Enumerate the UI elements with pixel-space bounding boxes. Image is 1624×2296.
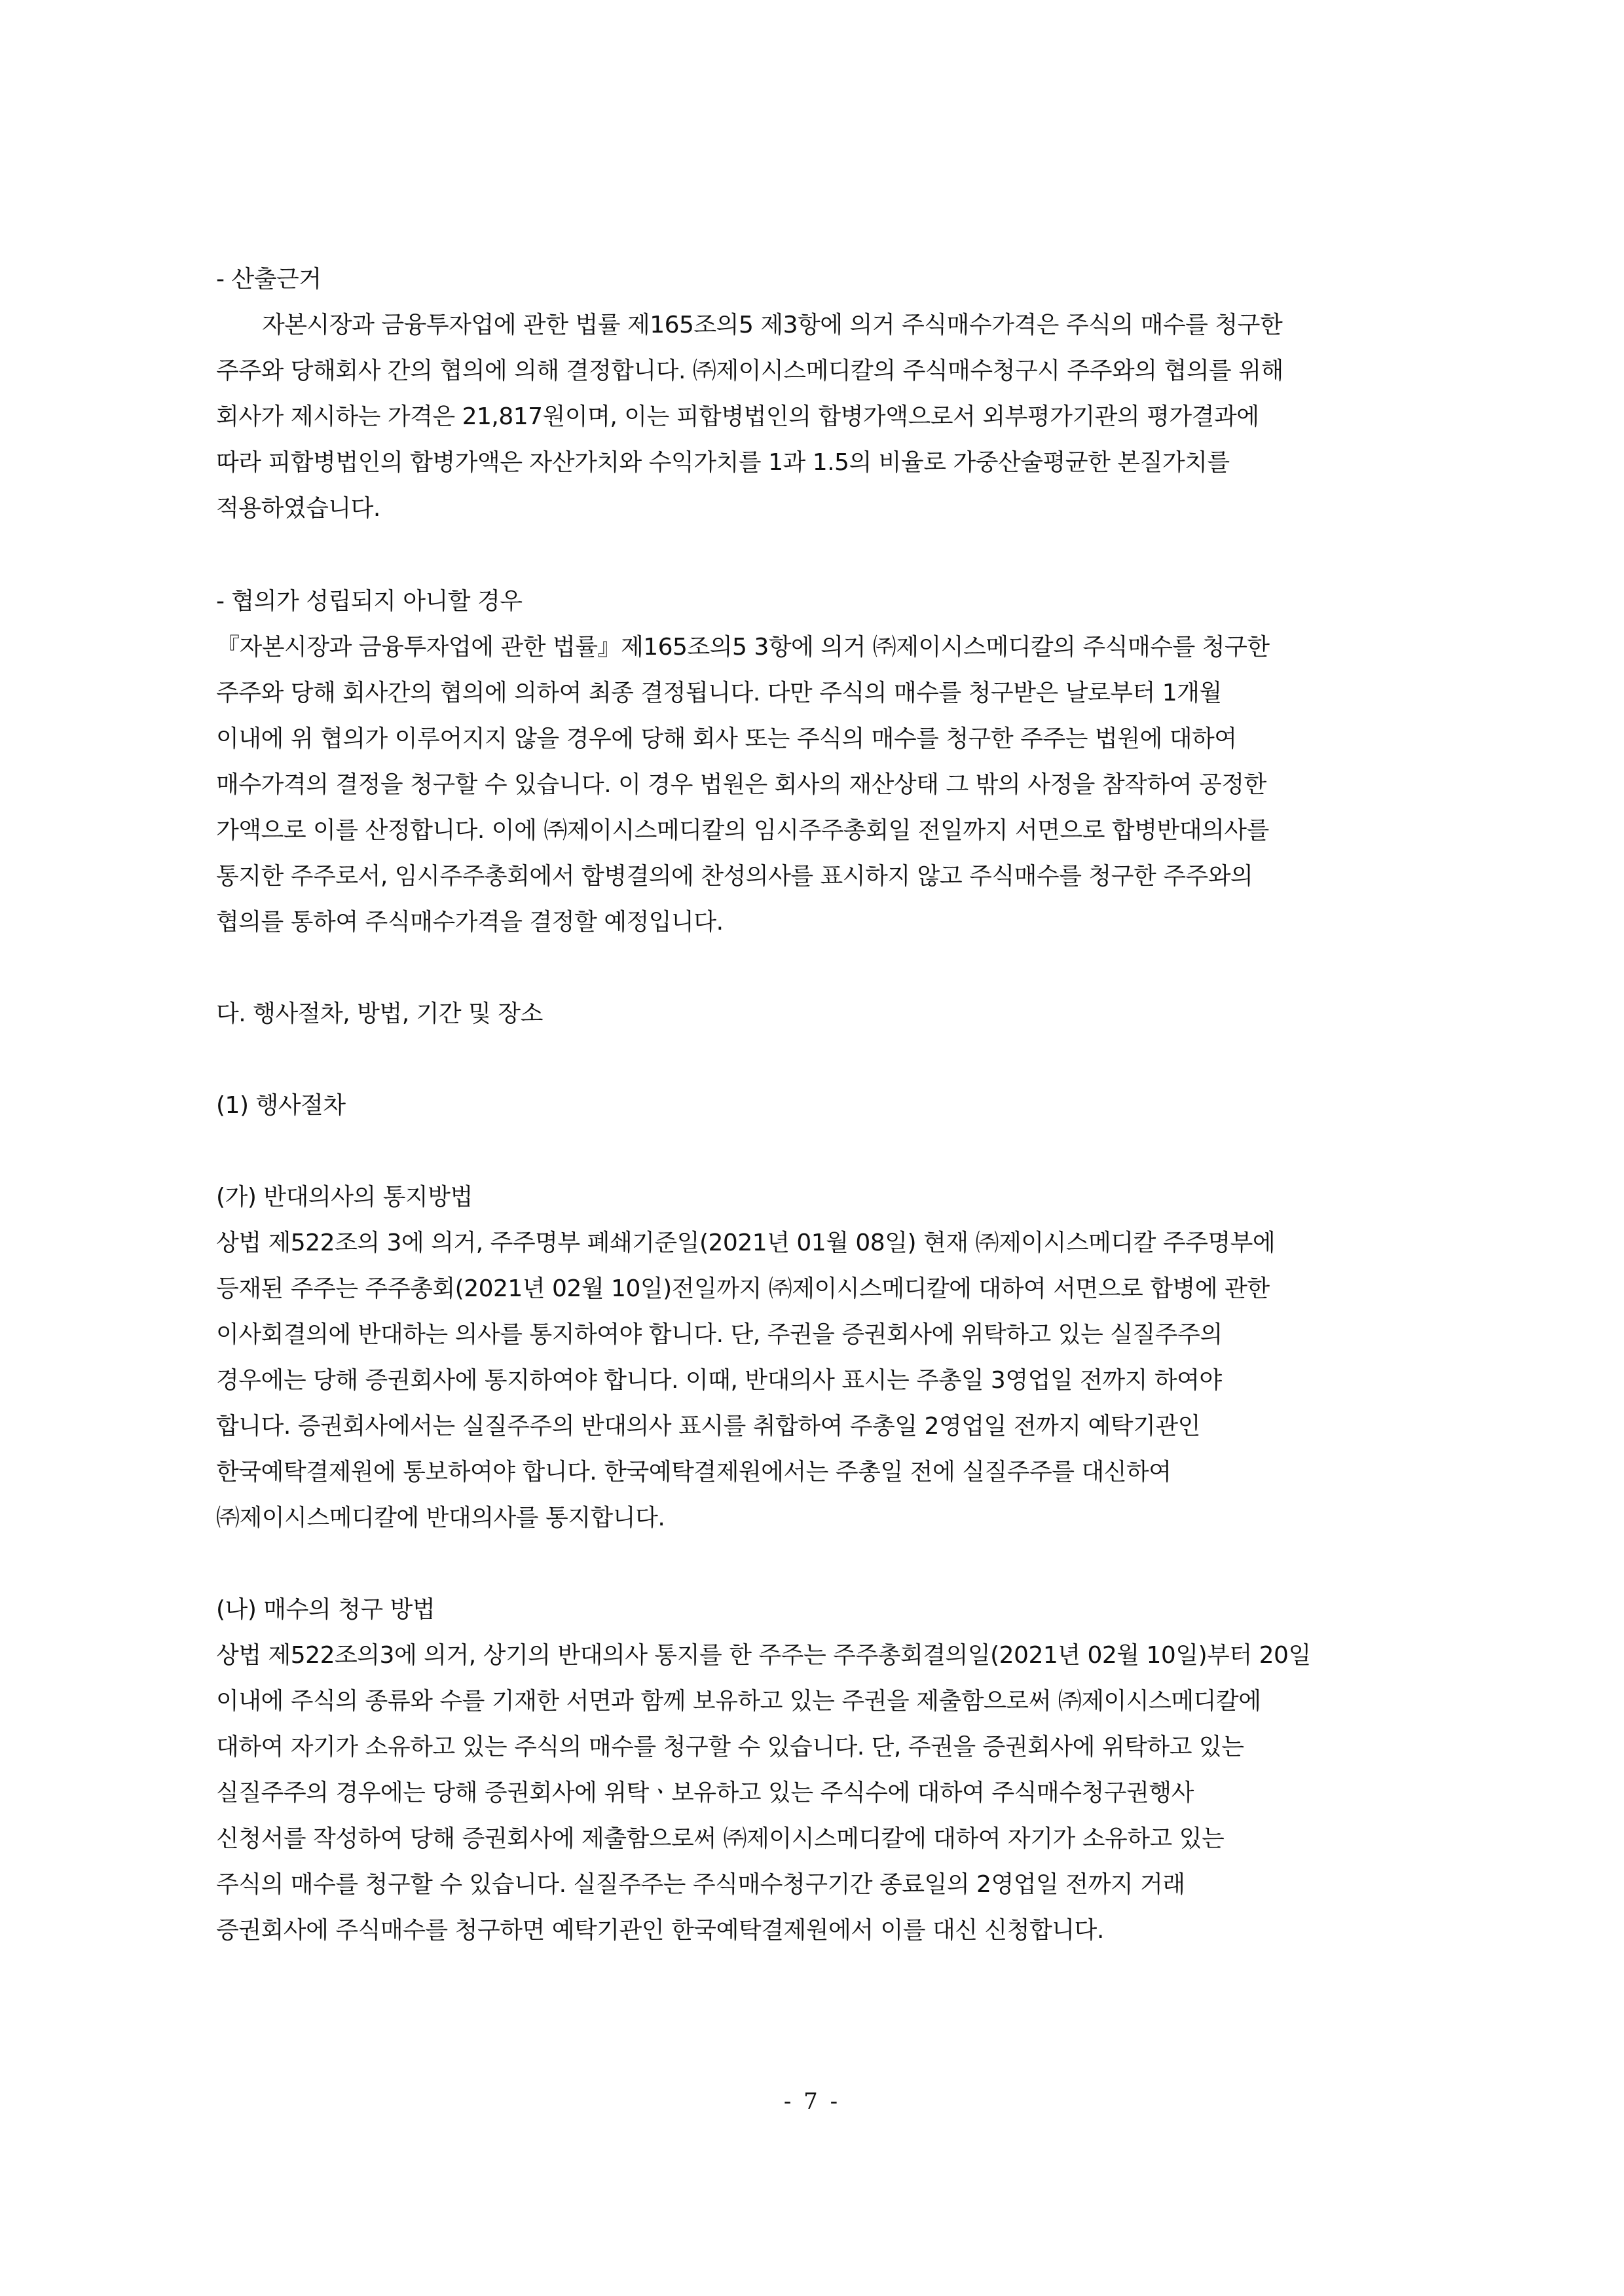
paragraph-line: 주주와 당해회사 간의 협의에 의해 결정합니다. ㈜제이시스메디칼의 주식매수청구시 주주와의 협의를 위해 bbox=[216, 357, 1283, 384]
section-heading: (나) 매수의 청구 방법 bbox=[216, 1596, 435, 1623]
paragraph-line: 매수가격의 결정을 청구할 수 있습니다. 이 경우 법원은 회사의 재산상태 그 밖의 사정을 참작하여 공정한 bbox=[216, 771, 1266, 798]
paragraph-line: ㈜제이시스메디칼에 반대의사를 통지합니다. bbox=[216, 1504, 665, 1531]
paragraph-line: 증권회사에 주식매수를 청구하면 예탁기관인 한국예탁결제원에서 이를 대신 신청합니다. bbox=[216, 1917, 1104, 1944]
section-calculation-basis bbox=[216, 257, 1414, 532]
paragraph-line: 『자본시장과 금융투자업에 관한 법률』제165조의5 3항에 의거 ㈜제이시스메디칼의 주식매수를 청구한 bbox=[216, 634, 1270, 661]
paragraph-line: 적용하였습니다. bbox=[216, 495, 380, 522]
section-heading: 다. 행사절차, 방법, 기간 및 장소 bbox=[216, 1000, 543, 1027]
spacer bbox=[216, 1541, 1414, 1587]
paragraph-line: 자본시장과 금융투자업에 관한 법률 제165조의5 제3항에 의거 주식매수가격은 주식의 매수를 청구한 bbox=[262, 312, 1283, 338]
paragraph-line: 통지한 주주로서, 임시주주총회에서 합병결의에 찬성의사를 표시하지 않고 주식매수를 청구한 주주와의 bbox=[216, 863, 1253, 890]
paragraph-line: 회사가 제시하는 가격은 21,817원이며, 이는 피합병법인의 합병가액으로서 외부평가기관의 평가결과에 bbox=[216, 403, 1259, 430]
paragraph-line: 합니다. 증권회사에서는 실질주주의 반대의사 표시를 취합하여 주총일 2영업일 전까지 예탁기관인 bbox=[216, 1413, 1200, 1440]
section-dissent-notice bbox=[216, 1175, 1414, 1541]
section-heading: (1) 행사절차 bbox=[216, 1092, 346, 1119]
paragraph-line: 협의를 통하여 주식매수가격을 결정할 예정입니다. bbox=[216, 909, 724, 936]
paragraph-line: 상법 제522조의 3에 의거, 주주명부 폐쇄기준일(2021년 01월 08일) 현재 ㈜제이시스메디칼 주주명부에 bbox=[216, 1230, 1276, 1256]
paragraph-line: 등재된 주주는 주주총회(2021년 02월 10일)전일까지 ㈜제이시스메디칼에 대하여 서면으로 합병에 관한 bbox=[216, 1275, 1270, 1302]
paragraph-line: 따라 피합병법인의 합병가액은 자산가치와 수익가치를 1과 1.5의 비율로 가중산술평균한 본질가치를 bbox=[216, 449, 1230, 476]
section-no-agreement bbox=[216, 579, 1414, 945]
spacer bbox=[216, 945, 1414, 991]
spacer bbox=[216, 1037, 1414, 1083]
section-heading: (가) 반대의사의 통지방법 bbox=[216, 1184, 473, 1211]
paragraph-line: 이내에 주식의 종류와 수를 기재한 서면과 함께 보유하고 있는 주권을 제출함으로써 ㈜제이시스메디칼에 bbox=[216, 1688, 1261, 1715]
paragraph-line: 주식의 매수를 청구할 수 있습니다. 실질주주는 주식매수청구기간 종료일의 2영업일 전까지 거래 bbox=[216, 1871, 1185, 1898]
paragraph-line: 이사회결의에 반대하는 의사를 통지하여야 합니다. 단, 주권을 증권회사에 위탁하고 있는 실질주주의 bbox=[216, 1321, 1223, 1348]
section-purchase-request bbox=[216, 1587, 1414, 1954]
paragraph-line: 경우에는 당해 증권회사에 통지하여야 합니다. 이때, 반대의사 표시는 주총일 3영업일 전까지 하여야 bbox=[216, 1367, 1222, 1394]
paragraph-line: 상법 제522조의3에 의거, 상기의 반대의사 통지를 한 주주는 주주총회결의일(2021년 02월 10일)부터 20일 bbox=[216, 1642, 1311, 1669]
paragraph-line: 대하여 자기가 소유하고 있는 주식의 매수를 청구할 수 있습니다. 단, 주권을 증권회사에 위탁하고 있는 bbox=[216, 1734, 1244, 1760]
paragraph-line: 이내에 위 협의가 이루어지지 않을 경우에 당해 회사 또는 주식의 매수를 청구한 주주는 법원에 대하여 bbox=[216, 725, 1237, 752]
paragraph-line: 한국예탁결제원에 통보하여야 합니다. 한국예탁결제원에서는 주총일 전에 실질주주를 대신하여 bbox=[216, 1459, 1172, 1485]
section-heading: - 산출근거 bbox=[216, 266, 322, 293]
paragraph-line: 가액으로 이를 산정합니다. 이에 ㈜제이시스메디칼의 임시주주총회일 전일까지 서면으로 합병반대의사를 bbox=[216, 817, 1269, 844]
paragraph-line: 신청서를 작성하여 당해 증권회사에 제출함으로써 ㈜제이시스메디칼에 대하여 자기가 소유하고 있는 bbox=[216, 1825, 1225, 1852]
document-body bbox=[216, 257, 1414, 1954]
paragraph-line: 실질주주의 경우에는 당해 증권회사에 위탁ㆍ보유하고 있는 주식수에 대하여 주식매수청구권행사 bbox=[216, 1779, 1194, 1806]
spacer bbox=[216, 532, 1414, 579]
section-heading: - 협의가 성립되지 아니할 경우 bbox=[216, 588, 523, 615]
spacer bbox=[216, 1129, 1414, 1175]
page-number: - 7 - bbox=[783, 2088, 841, 2115]
paragraph-line: 주주와 당해 회사간의 협의에 의하여 최종 결정됩니다. 다만 주식의 매수를 청구받은 날로부터 1개월 bbox=[216, 680, 1222, 706]
